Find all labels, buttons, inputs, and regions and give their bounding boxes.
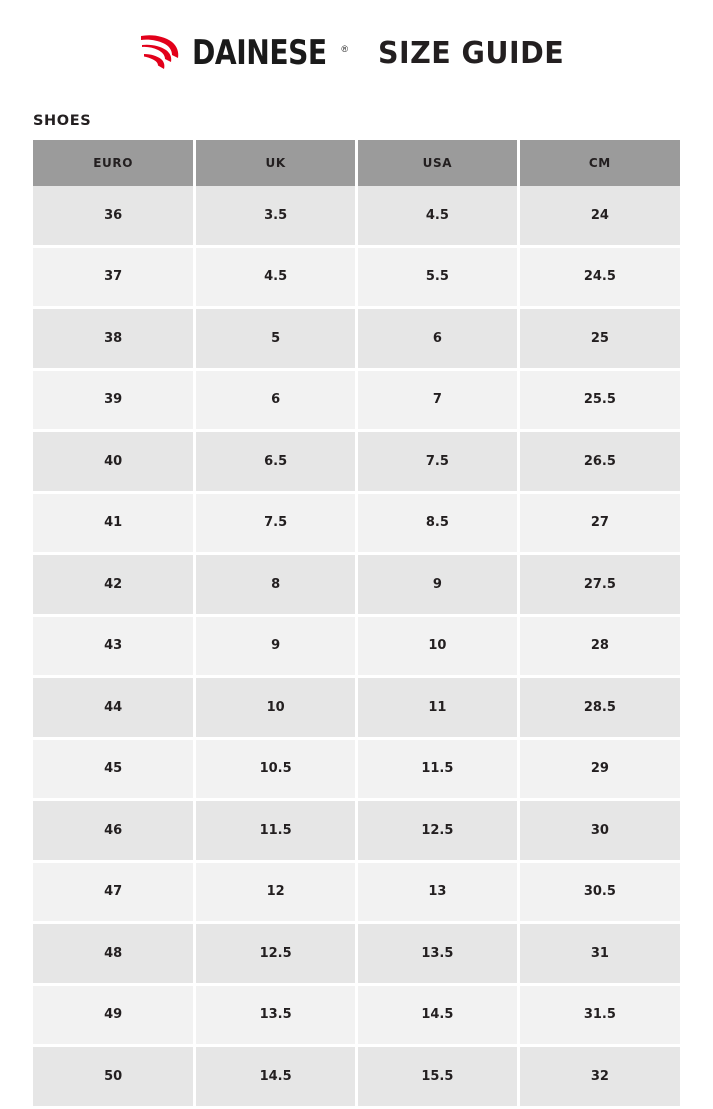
cell-cm: 24.5: [518, 246, 680, 308]
cell-euro: 36: [33, 186, 195, 246]
cell-cm: 24: [518, 186, 680, 246]
dainese-devil-logo-icon: [139, 33, 185, 73]
table-row: [33, 554, 680, 616]
page-header: [0, 0, 713, 91]
cell-cm: 25: [518, 308, 680, 370]
brand-lockup: [139, 33, 348, 73]
cell-cm: 26.5: [518, 431, 680, 493]
table-row: [33, 677, 680, 739]
cell-uk: 8: [195, 554, 357, 616]
cell-cm: 29: [518, 738, 680, 800]
cell-uk: 12: [195, 861, 357, 923]
cell-uk: 14.5: [195, 1046, 357, 1108]
cell-cm: 27: [518, 492, 680, 554]
cell-usa: 7: [357, 369, 519, 431]
cell-usa: 13: [357, 861, 519, 923]
cell-euro: 46: [33, 800, 195, 862]
size-table-wrapper: [33, 140, 680, 1109]
cell-euro: 44: [33, 677, 195, 739]
cell-usa: 13.5: [357, 923, 519, 985]
table-row: [33, 246, 680, 308]
brand-wordmark-text: DAINESE: [191, 33, 327, 73]
cell-usa: 15.5: [357, 1046, 519, 1108]
table-row: [33, 369, 680, 431]
cell-cm: 25.5: [518, 369, 680, 431]
cell-uk: 4.5: [195, 246, 357, 308]
table-row: [33, 1046, 680, 1108]
cell-usa: 9: [357, 554, 519, 616]
cell-uk: 12.5: [195, 923, 357, 985]
table-row: [33, 308, 680, 370]
page-title: SIZE GUIDE: [378, 35, 565, 71]
cell-uk: 5: [195, 308, 357, 370]
cell-cm: 28: [518, 615, 680, 677]
table-row: [33, 186, 680, 246]
cell-euro: 38: [33, 308, 195, 370]
column-header-usa: USA: [357, 140, 519, 186]
table-row: [33, 738, 680, 800]
cell-euro: 42: [33, 554, 195, 616]
cell-euro: 40: [33, 431, 195, 493]
cell-uk: 11.5: [195, 800, 357, 862]
cell-uk: 13.5: [195, 984, 357, 1046]
cell-uk: 7.5: [195, 492, 357, 554]
section-label-shoes: SHOES: [33, 113, 92, 129]
table-body: [33, 186, 680, 1107]
table-row: [33, 923, 680, 985]
cell-euro: 50: [33, 1046, 195, 1108]
table-row: [33, 800, 680, 862]
table-row: [33, 861, 680, 923]
registered-mark: ®: [341, 44, 348, 54]
brand-wordmark: [191, 33, 348, 73]
cell-usa: 5.5: [357, 246, 519, 308]
cell-euro: 43: [33, 615, 195, 677]
column-header-cm: CM: [518, 140, 680, 186]
cell-uk: 9: [195, 615, 357, 677]
cell-cm: 30.5: [518, 861, 680, 923]
cell-usa: 6: [357, 308, 519, 370]
cell-euro: 41: [33, 492, 195, 554]
cell-euro: 49: [33, 984, 195, 1046]
cell-uk: 10: [195, 677, 357, 739]
size-table: [33, 140, 680, 1109]
cell-euro: 39: [33, 369, 195, 431]
cell-cm: 31.5: [518, 984, 680, 1046]
cell-usa: 4.5: [357, 186, 519, 246]
cell-cm: 27.5: [518, 554, 680, 616]
table-row: [33, 492, 680, 554]
cell-usa: 10: [357, 615, 519, 677]
table-row: [33, 431, 680, 493]
cell-cm: 28.5: [518, 677, 680, 739]
cell-euro: 48: [33, 923, 195, 985]
table-row: [33, 984, 680, 1046]
cell-usa: 7.5: [357, 431, 519, 493]
column-header-uk: UK: [195, 140, 357, 186]
cell-uk: 3.5: [195, 186, 357, 246]
cell-cm: 30: [518, 800, 680, 862]
cell-uk: 10.5: [195, 738, 357, 800]
cell-cm: 31: [518, 923, 680, 985]
cell-uk: 6: [195, 369, 357, 431]
cell-usa: 14.5: [357, 984, 519, 1046]
cell-euro: 47: [33, 861, 195, 923]
cell-usa: 8.5: [357, 492, 519, 554]
cell-usa: 12.5: [357, 800, 519, 862]
column-header-euro: EURO: [33, 140, 195, 186]
cell-usa: 11: [357, 677, 519, 739]
cell-cm: 32: [518, 1046, 680, 1108]
cell-euro: 37: [33, 246, 195, 308]
table-header-row: [33, 140, 680, 186]
table-row: [33, 615, 680, 677]
cell-euro: 45: [33, 738, 195, 800]
cell-usa: 11.5: [357, 738, 519, 800]
cell-uk: 6.5: [195, 431, 357, 493]
